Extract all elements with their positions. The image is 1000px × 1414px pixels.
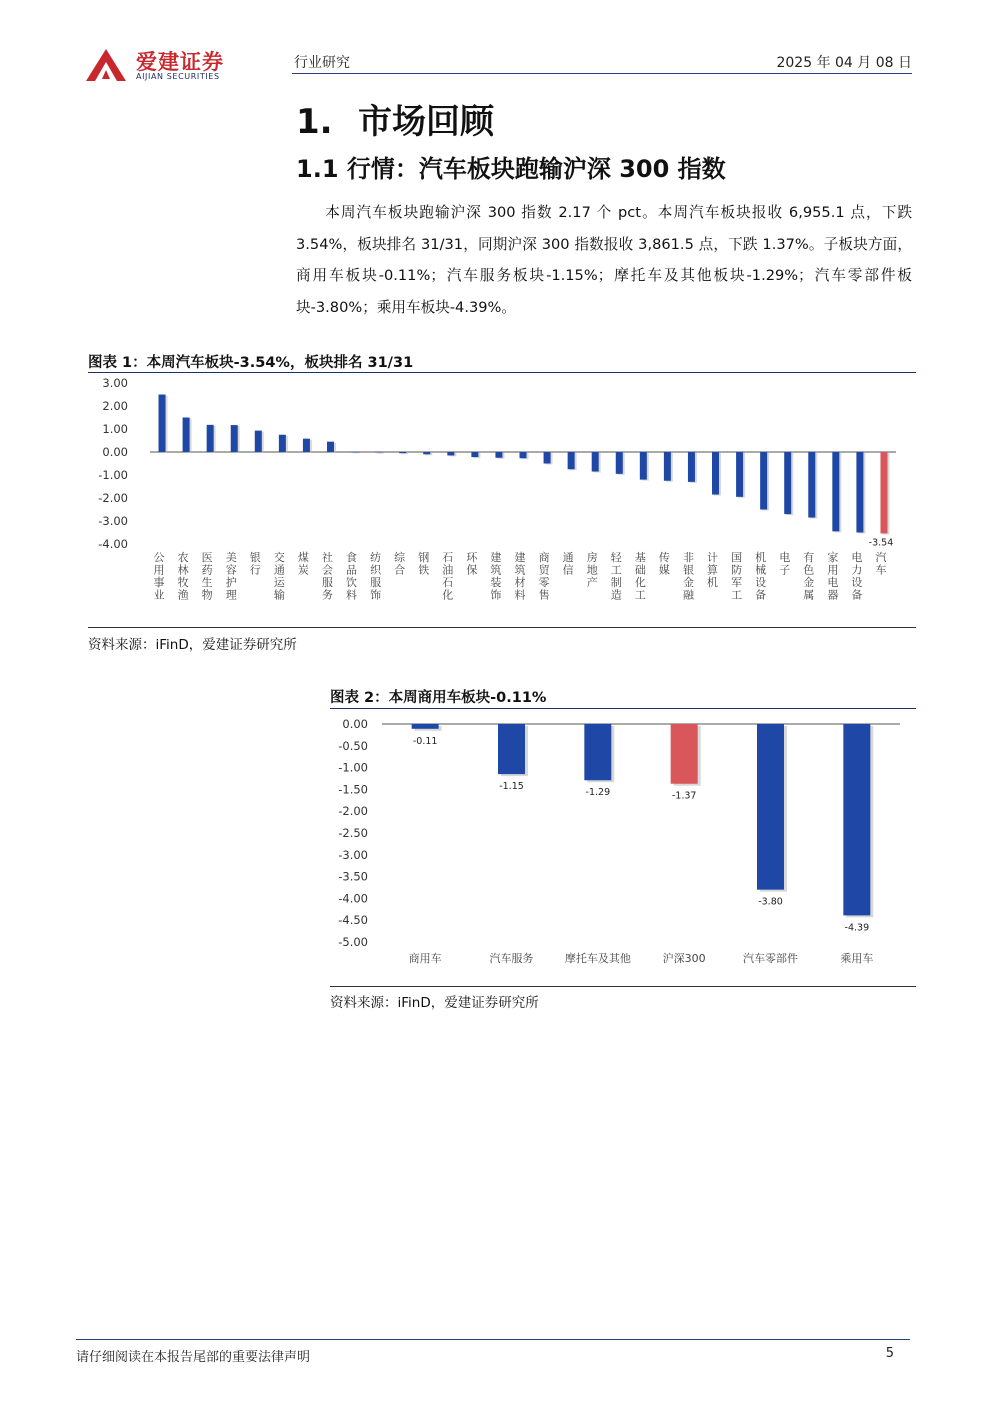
summary-paragraph: 本周汽车板块跑输沪深 300 指数 2.17 个 pct。本周汽车板块报收 6,955.1 点，下跌 3.54%，板块排名 31/31，同期沪深 300 指数报收 3,861.5 点，下跌 1.37%。子板块方面，商用车板块-0.11%；汽车服务板块-1.15%；摩托车及其他板块-1.29%；汽车零部件板块-3.80%；乘用车板块-4.39%。 — [296, 204, 912, 316]
y-tick-label: -3.00 — [98, 514, 128, 528]
data-label: -1.29 — [585, 787, 611, 799]
category-label: 商用车 — [408, 952, 442, 965]
bar — [688, 452, 695, 482]
figure1-bottom-rule — [88, 627, 916, 628]
bar — [303, 439, 310, 452]
bar — [255, 431, 262, 452]
data-label: -1.15 — [499, 781, 524, 793]
category-label: 有色金属 — [803, 551, 815, 602]
logo-english-name: AIJIAN SECURITIES — [136, 72, 220, 81]
category-label: 汽车 — [875, 551, 887, 577]
bar — [412, 724, 439, 729]
category-label: 煤炭 — [297, 551, 309, 577]
bar — [447, 452, 454, 455]
category-label: 食品饮料 — [346, 551, 358, 602]
category-label: 社会服务 — [321, 551, 333, 602]
category-label: 轻工制造 — [610, 551, 622, 602]
category-label: 家用电器 — [827, 551, 839, 602]
data-label: -0.11 — [412, 735, 438, 747]
bar — [757, 724, 784, 890]
category-label: 农林牧渔 — [177, 551, 189, 602]
category-label: 非银金融 — [682, 551, 694, 602]
category-label: 通信 — [562, 551, 574, 577]
data-label: -1.37 — [671, 790, 697, 802]
report-category: 行业研究 — [294, 55, 350, 71]
y-tick-label: 1.00 — [102, 422, 128, 436]
auto-subsector-bar-chart — [330, 709, 916, 985]
bar — [495, 452, 502, 458]
bar — [498, 724, 525, 774]
y-tick-label: 0.00 — [102, 445, 128, 459]
subsection-heading: 1.1 行情：汽车板块跑输沪深 300 指数 — [296, 155, 726, 183]
y-tick-label: 0.00 — [342, 717, 368, 731]
bar — [592, 452, 599, 472]
bar — [843, 724, 870, 915]
bar — [784, 452, 791, 514]
bar — [351, 452, 358, 453]
bar — [712, 452, 719, 495]
bar — [664, 452, 671, 481]
report-date: 2025 年 04 月 08 日 — [776, 55, 912, 71]
section-heading — [296, 94, 494, 143]
bar — [231, 425, 238, 452]
category-label: 石油石化 — [442, 551, 454, 602]
category-label: 商贸零售 — [538, 551, 550, 602]
bar — [616, 452, 623, 474]
bar — [423, 452, 430, 454]
bar — [880, 452, 887, 533]
y-tick-label: -1.00 — [338, 760, 368, 775]
bar-shadow — [401, 453, 408, 454]
category-label: 汽车零部件 — [743, 952, 798, 965]
industry-return-bar-chart — [88, 373, 916, 625]
y-tick-label: -0.50 — [338, 738, 368, 753]
y-tick-label: -2.00 — [338, 804, 368, 819]
footer-divider — [76, 1339, 910, 1340]
bar — [375, 452, 382, 453]
bar — [568, 452, 575, 469]
category-label: 钢铁 — [418, 551, 430, 577]
category-label: 电力设备 — [851, 551, 863, 602]
category-label: 基础化工 — [634, 551, 646, 602]
y-tick-label: -2.50 — [338, 826, 368, 840]
bar — [856, 452, 863, 533]
company-logo-icon — [84, 48, 128, 82]
category-label: 沪深300 — [662, 952, 706, 965]
page-number: 5 — [885, 1346, 894, 1361]
section-number: 1. — [296, 102, 333, 142]
bar — [640, 452, 647, 480]
bar — [671, 724, 698, 784]
y-tick-label: -3.50 — [338, 869, 368, 884]
y-tick-label: -3.00 — [338, 847, 368, 862]
category-label: 房地产 — [586, 551, 598, 589]
bar — [399, 452, 406, 453]
category-label: 机械设备 — [755, 551, 767, 602]
bar — [159, 395, 166, 453]
bar — [832, 452, 839, 531]
category-label: 公用事业 — [153, 551, 165, 602]
bar — [736, 452, 743, 497]
y-tick-label: 2.00 — [102, 399, 128, 413]
category-label: 计算机 — [707, 551, 719, 589]
category-label: 摩托车及其他 — [564, 952, 631, 965]
legal-disclaimer: 请仔细阅读在本报告尾部的重要法律声明 — [76, 1350, 311, 1365]
category-label: 乘用车 — [840, 952, 874, 965]
y-tick-label: -4.50 — [338, 913, 368, 928]
category-label: 国防军工 — [731, 551, 743, 602]
y-tick-label: -4.00 — [338, 891, 368, 906]
bar — [183, 418, 190, 453]
bar — [584, 724, 611, 780]
section-title: 市场回顾 — [358, 102, 494, 142]
y-tick-label: -4.00 — [98, 537, 128, 551]
figure2-title: 图表 2：本周商用车板块-0.11% — [330, 690, 547, 706]
bar — [760, 452, 767, 510]
category-label: 建筑装饰 — [490, 551, 502, 602]
data-label: -3.80 — [758, 896, 783, 908]
category-label: 美容护理 — [225, 551, 237, 602]
bar — [808, 452, 815, 518]
bar-shadow — [377, 453, 384, 454]
bar-shadow — [353, 453, 360, 454]
logo-chinese-name: 爱建证券 — [136, 50, 224, 74]
category-label: 汽车服务 — [489, 952, 534, 965]
figure1-title: 图表 1：本周汽车板块-3.54%，板块排名 31/31 — [88, 355, 414, 371]
bar — [279, 435, 286, 452]
y-tick-label: -5.00 — [338, 935, 368, 949]
bar — [471, 452, 478, 457]
header-divider — [292, 73, 912, 74]
category-label: 电子 — [779, 551, 791, 577]
category-label: 银行 — [249, 551, 261, 577]
category-label: 传媒 — [658, 551, 670, 577]
y-tick-label: -1.50 — [338, 782, 368, 797]
category-label: 交通运输 — [273, 551, 285, 602]
y-tick-label: -2.00 — [98, 491, 128, 505]
category-label: 纺织服饰 — [370, 551, 382, 602]
bar — [207, 425, 214, 452]
bar — [520, 452, 527, 458]
figure1-source: 资料来源：iFinD，爱建证券研究所 — [88, 637, 297, 653]
category-label: 综合 — [394, 551, 406, 577]
y-tick-label: 3.00 — [102, 376, 128, 390]
category-label: 建筑材料 — [514, 551, 526, 602]
bar — [544, 452, 551, 464]
data-label: -4.39 — [844, 922, 870, 934]
figure2-source: 资料来源：iFinD，爱建证券研究所 — [330, 995, 539, 1011]
category-label: 环保 — [466, 551, 478, 577]
figure2-bottom-rule — [330, 986, 916, 987]
category-label: 医药生物 — [201, 551, 213, 602]
y-tick-label: -1.00 — [98, 468, 128, 482]
bar — [327, 442, 334, 452]
data-label: -3.54 — [868, 537, 894, 549]
